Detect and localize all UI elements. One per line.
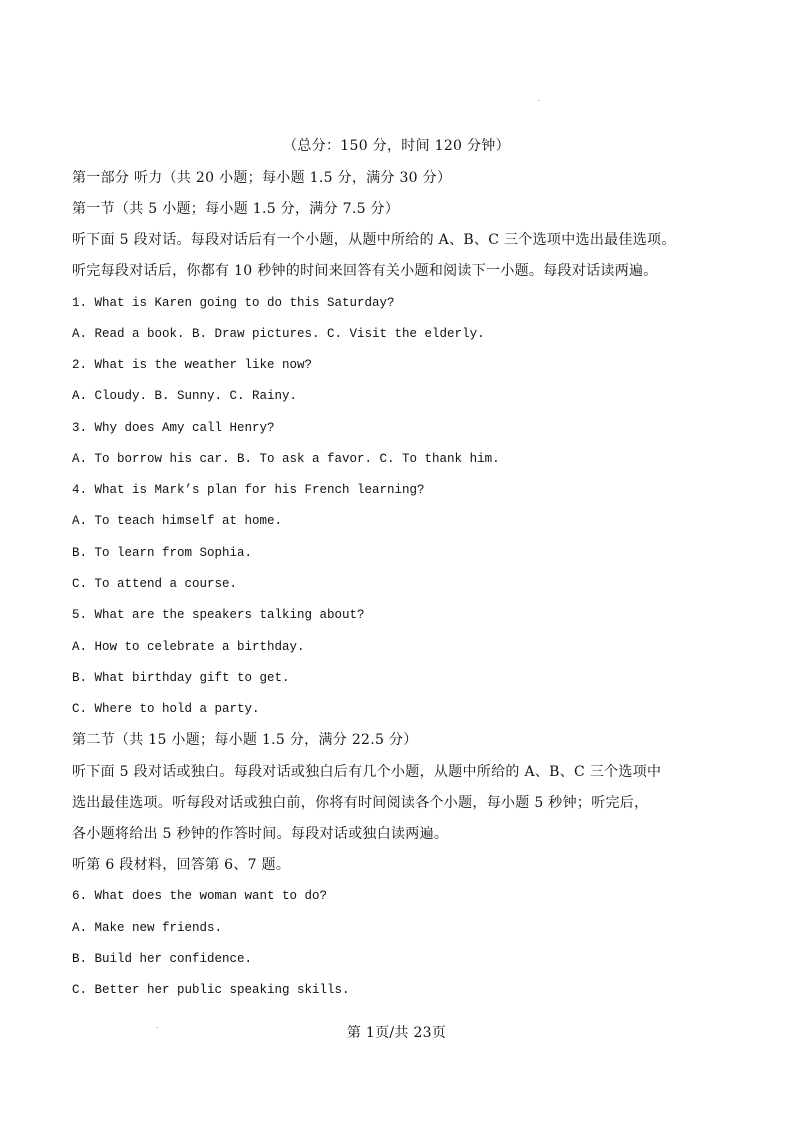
section2-instruction-line1: 听下面 5 段对话或独白。每段对话或独白后有几个小题，从题中所给的 A、B、C 三个选项中 [72,764,662,780]
question-1: 1. What is Karen going to do this Saturday? [72,296,395,310]
question-5-option-c: C. Where to hold a party. [72,702,260,716]
section1-instruction-line2: 听完每段对话后，你都有 10 秒钟的时间来回答有关小题和阅读下一小题。每段对话读两遍。 [72,263,658,279]
section2-instruction-line2: 选出最佳选项。听每段对话或独白前，你将有时间阅读各个小题，每小题 5 秒钟；听完后， [72,795,649,811]
question-1-options: A. Read a book. B. Draw pictures. C. Visit the elderly. [72,327,485,341]
section2-instruction-line3: 各小题将给出 5 秒钟的作答时间。每段对话或独白读两遍。 [72,826,449,842]
question-4: 4. What is Mark’s plan for his French learning? [72,483,425,497]
material-6-instruction: 听第 6 段材料，回答第 6、7 题。 [72,857,291,873]
question-6-option-b: B. Build her confidence. [72,952,253,966]
question-2-options: A. Cloudy. B. Sunny. C. Rainy. [72,389,298,403]
question-2: 2. What is the weather like now? [72,358,313,372]
question-5: 5. What are the speakers talking about? [72,608,365,622]
page-footer: 第 1页/共 23页 [346,1025,447,1041]
question-3: 3. Why does Amy call Henry? [72,421,275,435]
question-6-option-c: C. Better her public speaking skills. [72,983,350,997]
question-3-options: A. To borrow his car. B. To ask a favor. C. To thank him. [72,452,500,466]
question-6: 6. What does the woman want to do? [72,889,328,903]
question-5-option-b: B. What birthday gift to get. [72,671,290,685]
question-5-option-a: A. How to celebrate a birthday. [72,640,305,654]
section1-heading: 第一节（共 5 小题；每小题 1.5 分，满分 7.5 分） [72,201,400,217]
question-6-option-a: A. Make new friends. [72,921,223,935]
question-4-option-a: A. To teach himself at home. [72,514,283,528]
section2-heading: 第二节（共 15 小题；每小题 1.5 分，满分 22.5 分） [72,732,418,748]
part1-heading: 第一部分 听力（共 20 小题；每小题 1.5 分，满分 30 分） [72,170,452,186]
question-4-option-c: C. To attend a course. [72,577,238,591]
scan-speck [538,100,539,101]
score-time-info: （总分：150 分，时间 120 分钟） [283,138,510,154]
question-4-option-b: B. To learn from Sophia. [72,546,253,560]
section1-instruction-line1: 听下面 5 段对话。每段对话后有一个小题，从题中所给的 A、B、C 三个选项中选出最佳选项。 [72,232,676,248]
